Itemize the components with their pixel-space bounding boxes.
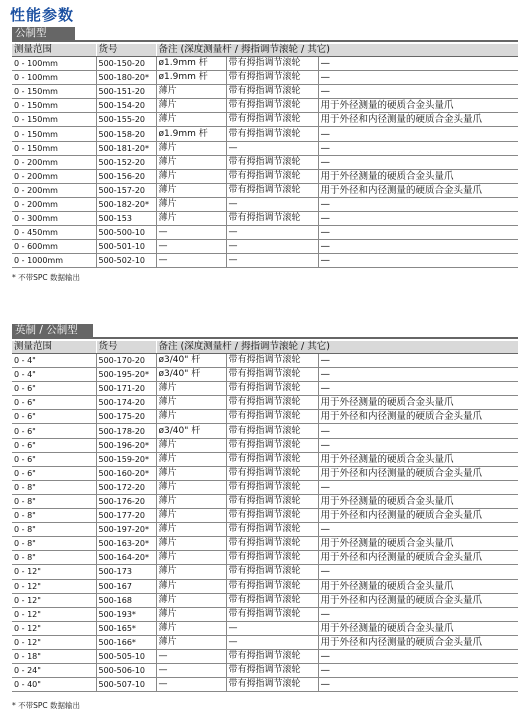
depth-bar-cell: 薄片	[156, 551, 226, 565]
thumb-roller-cell: 带有拇指调节滚轮	[226, 438, 318, 452]
other-feature-cell: —	[318, 57, 518, 71]
part-number-cell: 500-171-20	[96, 382, 156, 396]
other-feature-cell: 用于外径和内径测量的硬质合金头量爪	[318, 551, 518, 565]
depth-bar-cell: 薄片	[156, 466, 226, 480]
table-row	[12, 509, 518, 523]
header-range: 测量范围	[12, 341, 96, 354]
other-feature-cell: —	[318, 607, 518, 621]
other-feature-cell: —	[318, 382, 518, 396]
metric-section-title: 公制型	[12, 27, 75, 40]
depth-bar-cell: —	[156, 226, 226, 240]
other-feature-cell: 用于外径测量的硬质合金头量爪	[318, 169, 518, 183]
range-cell: 0 - 6"	[12, 424, 96, 438]
range-cell: 0 - 8"	[12, 523, 96, 537]
depth-bar-cell: 薄片	[156, 452, 226, 466]
metric-header-row	[12, 44, 518, 57]
thumb-roller-cell: 带有拇指调节滚轮	[226, 664, 318, 678]
other-feature-cell: 用于外径和内径测量的硬质合金头量爪	[318, 113, 518, 127]
range-cell: 0 - 8"	[12, 537, 96, 551]
part-number-cell: 500-176-20	[96, 494, 156, 508]
thumb-roller-cell: 带有拇指调节滚轮	[226, 382, 318, 396]
table-row	[12, 579, 518, 593]
table-row	[12, 607, 518, 621]
page-title: 性能参数	[10, 6, 75, 24]
part-number-cell: 500-166*	[96, 635, 156, 649]
table-row	[12, 155, 518, 169]
range-cell: 0 - 6"	[12, 466, 96, 480]
thumb-roller-cell: 带有拇指调节滚轮	[226, 523, 318, 537]
depth-bar-cell: 薄片	[156, 438, 226, 452]
metric-spec-table	[12, 44, 518, 268]
table-row	[12, 183, 518, 197]
part-number-cell: 500-173	[96, 565, 156, 579]
depth-bar-cell: 薄片	[156, 183, 226, 197]
part-number-cell: 500-197-20*	[96, 523, 156, 537]
thumb-roller-cell: 带有拇指调节滚轮	[226, 494, 318, 508]
table-row	[12, 99, 518, 113]
table-row	[12, 382, 518, 396]
range-cell: 0 - 1000mm	[12, 254, 96, 268]
other-feature-cell: 用于外径测量的硬质合金头量爪	[318, 579, 518, 593]
other-feature-cell: 用于外径和内径测量的硬质合金头量爪	[318, 410, 518, 424]
inch-section-rule	[12, 337, 518, 339]
thumb-roller-cell: 带有拇指调节滚轮	[226, 212, 318, 226]
part-number-cell: 500-151-20	[96, 85, 156, 99]
part-number-cell: 500-501-10	[96, 240, 156, 254]
other-feature-cell: 用于外径和内径测量的硬质合金头量爪	[318, 635, 518, 649]
table-row	[12, 480, 518, 494]
part-number-cell: 500-193*	[96, 607, 156, 621]
part-number-cell: 500-164-20*	[96, 551, 156, 565]
table-row	[12, 354, 518, 368]
other-feature-cell: 用于外径测量的硬质合金头量爪	[318, 99, 518, 113]
table-row	[12, 71, 518, 85]
part-number-cell: 500-178-20	[96, 424, 156, 438]
thumb-roller-cell: 带有拇指调节滚轮	[226, 57, 318, 71]
range-cell: 0 - 200mm	[12, 183, 96, 197]
table-row	[12, 396, 518, 410]
other-feature-cell: 用于外径和内径测量的硬质合金头量爪	[318, 183, 518, 197]
depth-bar-cell: —	[156, 664, 226, 678]
other-feature-cell: —	[318, 212, 518, 226]
range-cell: 0 - 6"	[12, 396, 96, 410]
part-number-cell: 500-177-20	[96, 509, 156, 523]
part-number-cell: 500-158-20	[96, 127, 156, 141]
range-cell: 0 - 12"	[12, 621, 96, 635]
depth-bar-cell: 薄片	[156, 99, 226, 113]
other-feature-cell: —	[318, 368, 518, 382]
range-cell: 0 - 6"	[12, 438, 96, 452]
thumb-roller-cell: 带有拇指调节滚轮	[226, 183, 318, 197]
part-number-cell: 500-157-20	[96, 183, 156, 197]
metric-footnote: * 不带SPC 数据输出	[12, 273, 81, 282]
depth-bar-cell: ø1.9mm 杆	[156, 127, 226, 141]
range-cell: 0 - 6"	[12, 452, 96, 466]
part-number-cell: 500-165*	[96, 621, 156, 635]
thumb-roller-cell: 带有拇指调节滚轮	[226, 99, 318, 113]
table-row	[12, 424, 518, 438]
range-cell: 0 - 600mm	[12, 240, 96, 254]
depth-bar-cell: 薄片	[156, 509, 226, 523]
other-feature-cell: —	[318, 523, 518, 537]
thumb-roller-cell: 带有拇指调节滚轮	[226, 466, 318, 480]
table-row	[12, 212, 518, 226]
table-row	[12, 410, 518, 424]
other-feature-cell: —	[318, 71, 518, 85]
inch-header-row	[12, 341, 518, 354]
range-cell: 0 - 12"	[12, 635, 96, 649]
depth-bar-cell: 薄片	[156, 141, 226, 155]
thumb-roller-cell: —	[226, 240, 318, 254]
thumb-roller-cell: 带有拇指调节滚轮	[226, 85, 318, 99]
depth-bar-cell: 薄片	[156, 621, 226, 635]
other-feature-cell: —	[318, 664, 518, 678]
part-number-cell: 500-182-20*	[96, 197, 156, 211]
depth-bar-cell: 薄片	[156, 537, 226, 551]
table-row	[12, 57, 518, 71]
thumb-roller-cell: 带有拇指调节滚轮	[226, 649, 318, 663]
depth-bar-cell: —	[156, 649, 226, 663]
thumb-roller-cell: 带有拇指调节滚轮	[226, 354, 318, 368]
range-cell: 0 - 150mm	[12, 141, 96, 155]
table-row	[12, 197, 518, 211]
depth-bar-cell: 薄片	[156, 396, 226, 410]
header-part-no: 货号	[96, 44, 156, 57]
thumb-roller-cell: 带有拇指调节滚轮	[226, 410, 318, 424]
other-feature-cell: —	[318, 254, 518, 268]
other-feature-cell: 用于外径测量的硬质合金头量爪	[318, 537, 518, 551]
depth-bar-cell: 薄片	[156, 169, 226, 183]
range-cell: 0 - 200mm	[12, 197, 96, 211]
table-row	[12, 635, 518, 649]
thumb-roller-cell: —	[226, 621, 318, 635]
range-cell: 0 - 8"	[12, 480, 96, 494]
depth-bar-cell: 薄片	[156, 565, 226, 579]
depth-bar-cell: 薄片	[156, 480, 226, 494]
other-feature-cell: —	[318, 354, 518, 368]
thumb-roller-cell: —	[226, 226, 318, 240]
range-cell: 0 - 12"	[12, 607, 96, 621]
thumb-roller-cell: 带有拇指调节滚轮	[226, 452, 318, 466]
range-cell: 0 - 40"	[12, 678, 96, 692]
other-feature-cell: —	[318, 649, 518, 663]
other-feature-cell: —	[318, 127, 518, 141]
inch-footnote: * 不带SPC 数据输出	[12, 701, 81, 710]
table-row	[12, 664, 518, 678]
other-feature-cell: —	[318, 438, 518, 452]
range-cell: 0 - 4"	[12, 368, 96, 382]
range-cell: 0 - 450mm	[12, 226, 96, 240]
table-row	[12, 141, 518, 155]
header-remarks: 备注 (深度测量杆 / 拇指调节滚轮 / 其它)	[156, 44, 518, 57]
range-cell: 0 - 150mm	[12, 113, 96, 127]
header-part-no: 货号	[96, 341, 156, 354]
other-feature-cell: —	[318, 226, 518, 240]
depth-bar-cell: ø1.9mm 杆	[156, 71, 226, 85]
part-number-cell: 500-174-20	[96, 396, 156, 410]
range-cell: 0 - 150mm	[12, 85, 96, 99]
depth-bar-cell: 薄片	[156, 579, 226, 593]
other-feature-cell: 用于外径测量的硬质合金头量爪	[318, 396, 518, 410]
thumb-roller-cell: 带有拇指调节滚轮	[226, 678, 318, 692]
thumb-roller-cell: 带有拇指调节滚轮	[226, 71, 318, 85]
depth-bar-cell: 薄片	[156, 607, 226, 621]
table-row	[12, 678, 518, 692]
thumb-roller-cell: —	[226, 141, 318, 155]
depth-bar-cell: 薄片	[156, 85, 226, 99]
thumb-roller-cell: —	[226, 635, 318, 649]
range-cell: 0 - 150mm	[12, 127, 96, 141]
metric-section-rule	[12, 40, 518, 42]
part-number-cell: 500-154-20	[96, 99, 156, 113]
table-row	[12, 226, 518, 240]
table-row	[12, 466, 518, 480]
table-row	[12, 621, 518, 635]
header-range: 测量范围	[12, 44, 96, 57]
depth-bar-cell: ø1.9mm 杆	[156, 57, 226, 71]
table-row	[12, 565, 518, 579]
other-feature-cell: 用于外径和内径测量的硬质合金头量爪	[318, 466, 518, 480]
other-feature-cell: —	[318, 197, 518, 211]
part-number-cell: 500-175-20	[96, 410, 156, 424]
table-row	[12, 523, 518, 537]
depth-bar-cell: 薄片	[156, 410, 226, 424]
other-feature-cell: 用于外径测量的硬质合金头量爪	[318, 452, 518, 466]
thumb-roller-cell: 带有拇指调节滚轮	[226, 480, 318, 494]
part-number-cell: 500-150-20	[96, 57, 156, 71]
part-number-cell: 500-163-20*	[96, 537, 156, 551]
thumb-roller-cell: 带有拇指调节滚轮	[226, 155, 318, 169]
depth-bar-cell: 薄片	[156, 212, 226, 226]
part-number-cell: 500-153	[96, 212, 156, 226]
thumb-roller-cell: 带有拇指调节滚轮	[226, 579, 318, 593]
part-number-cell: 500-155-20	[96, 113, 156, 127]
header-remarks: 备注 (深度测量杆 / 拇指调节滚轮 / 其它)	[156, 341, 518, 354]
table-row	[12, 438, 518, 452]
part-number-cell: 500-156-20	[96, 169, 156, 183]
thumb-roller-cell: 带有拇指调节滚轮	[226, 565, 318, 579]
range-cell: 0 - 8"	[12, 551, 96, 565]
thumb-roller-cell: 带有拇指调节滚轮	[226, 127, 318, 141]
thumb-roller-cell: 带有拇指调节滚轮	[226, 607, 318, 621]
part-number-cell: 500-152-20	[96, 155, 156, 169]
depth-bar-cell: 薄片	[156, 494, 226, 508]
range-cell: 0 - 18"	[12, 649, 96, 663]
other-feature-cell: —	[318, 424, 518, 438]
part-number-cell: 500-195-20*	[96, 368, 156, 382]
table-row	[12, 85, 518, 99]
range-cell: 0 - 4"	[12, 354, 96, 368]
depth-bar-cell: ø3/40" 杆	[156, 424, 226, 438]
part-number-cell: 500-167	[96, 579, 156, 593]
range-cell: 0 - 200mm	[12, 169, 96, 183]
other-feature-cell: —	[318, 678, 518, 692]
part-number-cell: 500-500-10	[96, 226, 156, 240]
other-feature-cell: —	[318, 480, 518, 494]
depth-bar-cell: 薄片	[156, 113, 226, 127]
range-cell: 0 - 12"	[12, 593, 96, 607]
part-number-cell: 500-506-10	[96, 664, 156, 678]
depth-bar-cell: —	[156, 254, 226, 268]
other-feature-cell: 用于外径测量的硬质合金头量爪	[318, 494, 518, 508]
depth-bar-cell: ø3/40" 杆	[156, 354, 226, 368]
part-number-cell: 500-196-20*	[96, 438, 156, 452]
table-row	[12, 593, 518, 607]
table-row	[12, 254, 518, 268]
depth-bar-cell: 薄片	[156, 197, 226, 211]
part-number-cell: 500-507-10	[96, 678, 156, 692]
thumb-roller-cell: 带有拇指调节滚轮	[226, 537, 318, 551]
range-cell: 0 - 12"	[12, 565, 96, 579]
table-row	[12, 169, 518, 183]
other-feature-cell: 用于外径和内径测量的硬质合金头量爪	[318, 593, 518, 607]
table-row	[12, 494, 518, 508]
range-cell: 0 - 8"	[12, 494, 96, 508]
range-cell: 0 - 6"	[12, 382, 96, 396]
other-feature-cell: 用于外径测量的硬质合金头量爪	[318, 621, 518, 635]
other-feature-cell: —	[318, 240, 518, 254]
depth-bar-cell: —	[156, 240, 226, 254]
thumb-roller-cell: 带有拇指调节滚轮	[226, 424, 318, 438]
range-cell: 0 - 200mm	[12, 155, 96, 169]
range-cell: 0 - 100mm	[12, 71, 96, 85]
range-cell: 0 - 300mm	[12, 212, 96, 226]
thumb-roller-cell: 带有拇指调节滚轮	[226, 593, 318, 607]
depth-bar-cell: 薄片	[156, 382, 226, 396]
part-number-cell: 500-181-20*	[96, 141, 156, 155]
thumb-roller-cell: —	[226, 197, 318, 211]
other-feature-cell: —	[318, 85, 518, 99]
range-cell: 0 - 8"	[12, 509, 96, 523]
table-row	[12, 113, 518, 127]
part-number-cell: 500-172-20	[96, 480, 156, 494]
thumb-roller-cell: 带有拇指调节滚轮	[226, 368, 318, 382]
table-row	[12, 537, 518, 551]
table-row	[12, 452, 518, 466]
table-row	[12, 240, 518, 254]
table-row	[12, 551, 518, 565]
thumb-roller-cell: —	[226, 254, 318, 268]
part-number-cell: 500-160-20*	[96, 466, 156, 480]
part-number-cell: 500-170-20	[96, 354, 156, 368]
thumb-roller-cell: 带有拇指调节滚轮	[226, 509, 318, 523]
depth-bar-cell: —	[156, 678, 226, 692]
depth-bar-cell: 薄片	[156, 155, 226, 169]
table-row	[12, 649, 518, 663]
part-number-cell: 500-505-10	[96, 649, 156, 663]
table-row	[12, 127, 518, 141]
part-number-cell: 500-168	[96, 593, 156, 607]
part-number-cell: 500-502-10	[96, 254, 156, 268]
range-cell: 0 - 24"	[12, 664, 96, 678]
table-row	[12, 368, 518, 382]
thumb-roller-cell: 带有拇指调节滚轮	[226, 396, 318, 410]
thumb-roller-cell: 带有拇指调节滚轮	[226, 113, 318, 127]
thumb-roller-cell: 带有拇指调节滚轮	[226, 169, 318, 183]
range-cell: 0 - 12"	[12, 579, 96, 593]
range-cell: 0 - 150mm	[12, 99, 96, 113]
other-feature-cell: —	[318, 565, 518, 579]
depth-bar-cell: ø3/40" 杆	[156, 368, 226, 382]
thumb-roller-cell: 带有拇指调节滚轮	[226, 551, 318, 565]
other-feature-cell: —	[318, 155, 518, 169]
range-cell: 0 - 100mm	[12, 57, 96, 71]
depth-bar-cell: 薄片	[156, 635, 226, 649]
inch-spec-table	[12, 341, 518, 692]
part-number-cell: 500-159-20*	[96, 452, 156, 466]
range-cell: 0 - 6"	[12, 410, 96, 424]
other-feature-cell: 用于外径和内径测量的硬质合金头量爪	[318, 509, 518, 523]
inch-section-title: 英制 / 公制型	[12, 324, 93, 337]
other-feature-cell: —	[318, 141, 518, 155]
depth-bar-cell: 薄片	[156, 593, 226, 607]
part-number-cell: 500-180-20*	[96, 71, 156, 85]
depth-bar-cell: 薄片	[156, 523, 226, 537]
